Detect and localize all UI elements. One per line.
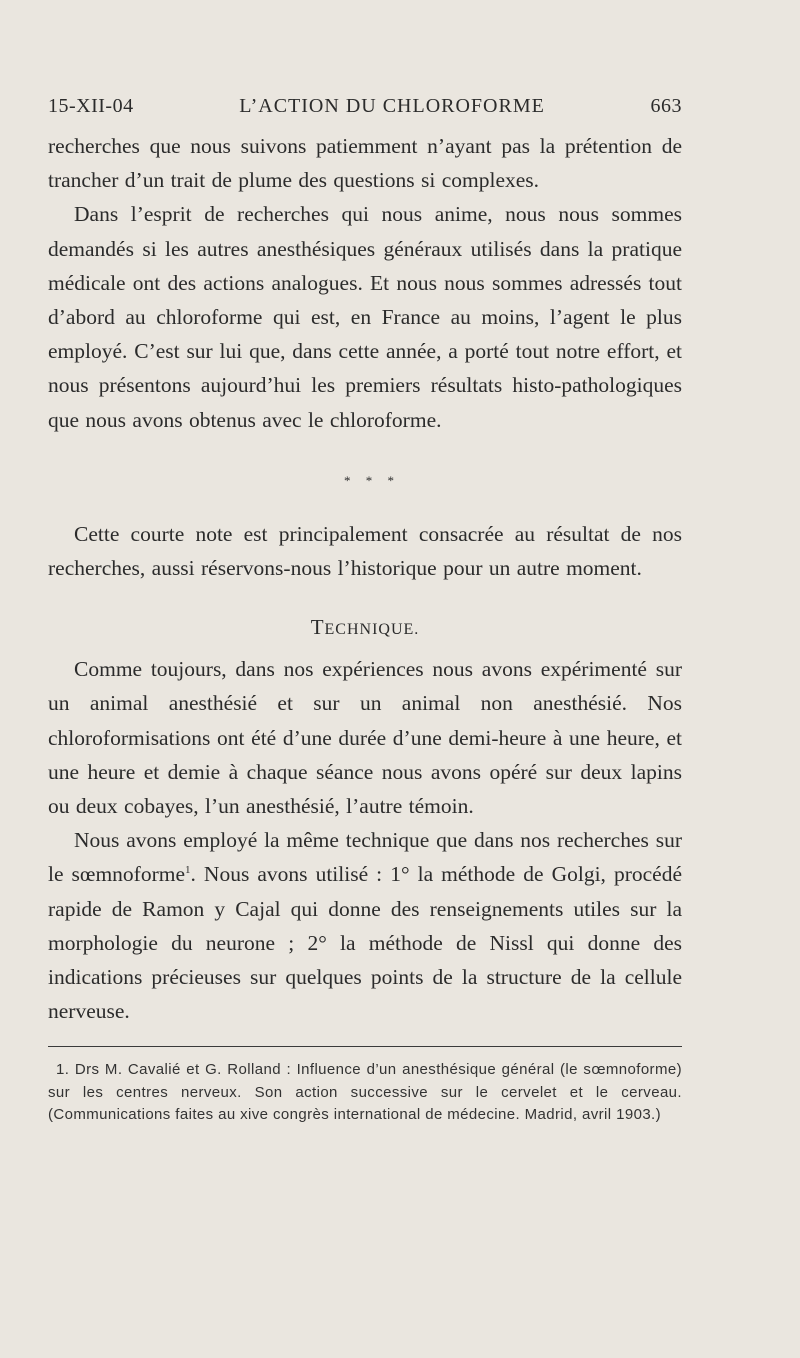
paragraph-experiments: Comme toujours, dans nos expériences nous avons expérimenté sur un animal anesthésié et sur un animal non anesthésié. Nos chloroformisations ont été d’une durée d’une demi-heure à une heure, et une heure et demie à chaque séance nous avons opéré sur deux lapins ou deux cobayes, l’un anesthésié, l’autre témoin. xyxy=(48,657,682,819)
footnote-marker: 1. xyxy=(56,1061,70,1079)
section-title-technique xyxy=(48,615,682,640)
footnote-text: Drs M. Cavalié et G. Rolland : Influence d’un anesthésique général (le sœmnoforme) sur les centres nerveux. Son action successive sur le cervelet et le cerveau. (Communications faites au xive congrès international de médecine. Madrid, avril 1903.) xyxy=(48,1061,682,1124)
paragraph-anesthetics: Dans l’esprit de recherches qui nous anime, nous nous sommes demandés si les autres anesthésiques généraux utilisés dans la pratique médicale ont des actions analogues. Et nous nous sommes adressés tout d’abord au chloroforme qui est, en France au moins, l’agent le plus employé. C’est sur lui que, dans cette année, a porté tout notre effort, et nous présentons aujourd’hui les premiers résultats histo-pathologiques que nous avons obtenus avec le chloroforme. xyxy=(48,202,682,432)
footnote-reference: 1 xyxy=(185,864,191,877)
footnote xyxy=(48,1059,682,1127)
page-number: 663 xyxy=(650,95,682,117)
asterism-divider: * * * xyxy=(344,472,400,488)
book-page xyxy=(48,95,682,1127)
paragraph-methods xyxy=(48,823,682,1028)
running-header xyxy=(48,95,682,129)
paragraph-continuation: recherches que nous suivons patiemment n’ayant pas la prétention de trancher d’un trait de plume des questions si complexes. xyxy=(48,134,682,193)
section-title-rest: ECHNIQUE. xyxy=(324,621,420,639)
methods-text-end: . Nous avons utilisé : 1° la méthode de Golgi, procédé rapide de Ramon y Cajal qui donne des renseignements utiles sur la morphologie du neurone ; 2° la méthode de Nissl qui donne des indications précieuses sur quelques points de la structure de la cellule nerveuse. xyxy=(48,862,683,1024)
header-date: 15-XII-04 xyxy=(48,95,134,117)
header-title: L’ACTION DU CHLOROFORME xyxy=(239,95,545,117)
footnote-rule xyxy=(48,1046,682,1047)
paragraph-short-note: Cette courte note est principalement consacrée au résultat de nos recherches, aussi réservons-nous l’historique pour un autre moment. xyxy=(48,521,682,581)
methods-text-start: Nous avons employé la même technique que dans nos recherches sur le sœmnoforme xyxy=(48,828,682,887)
section-title-initial: T xyxy=(310,615,325,640)
